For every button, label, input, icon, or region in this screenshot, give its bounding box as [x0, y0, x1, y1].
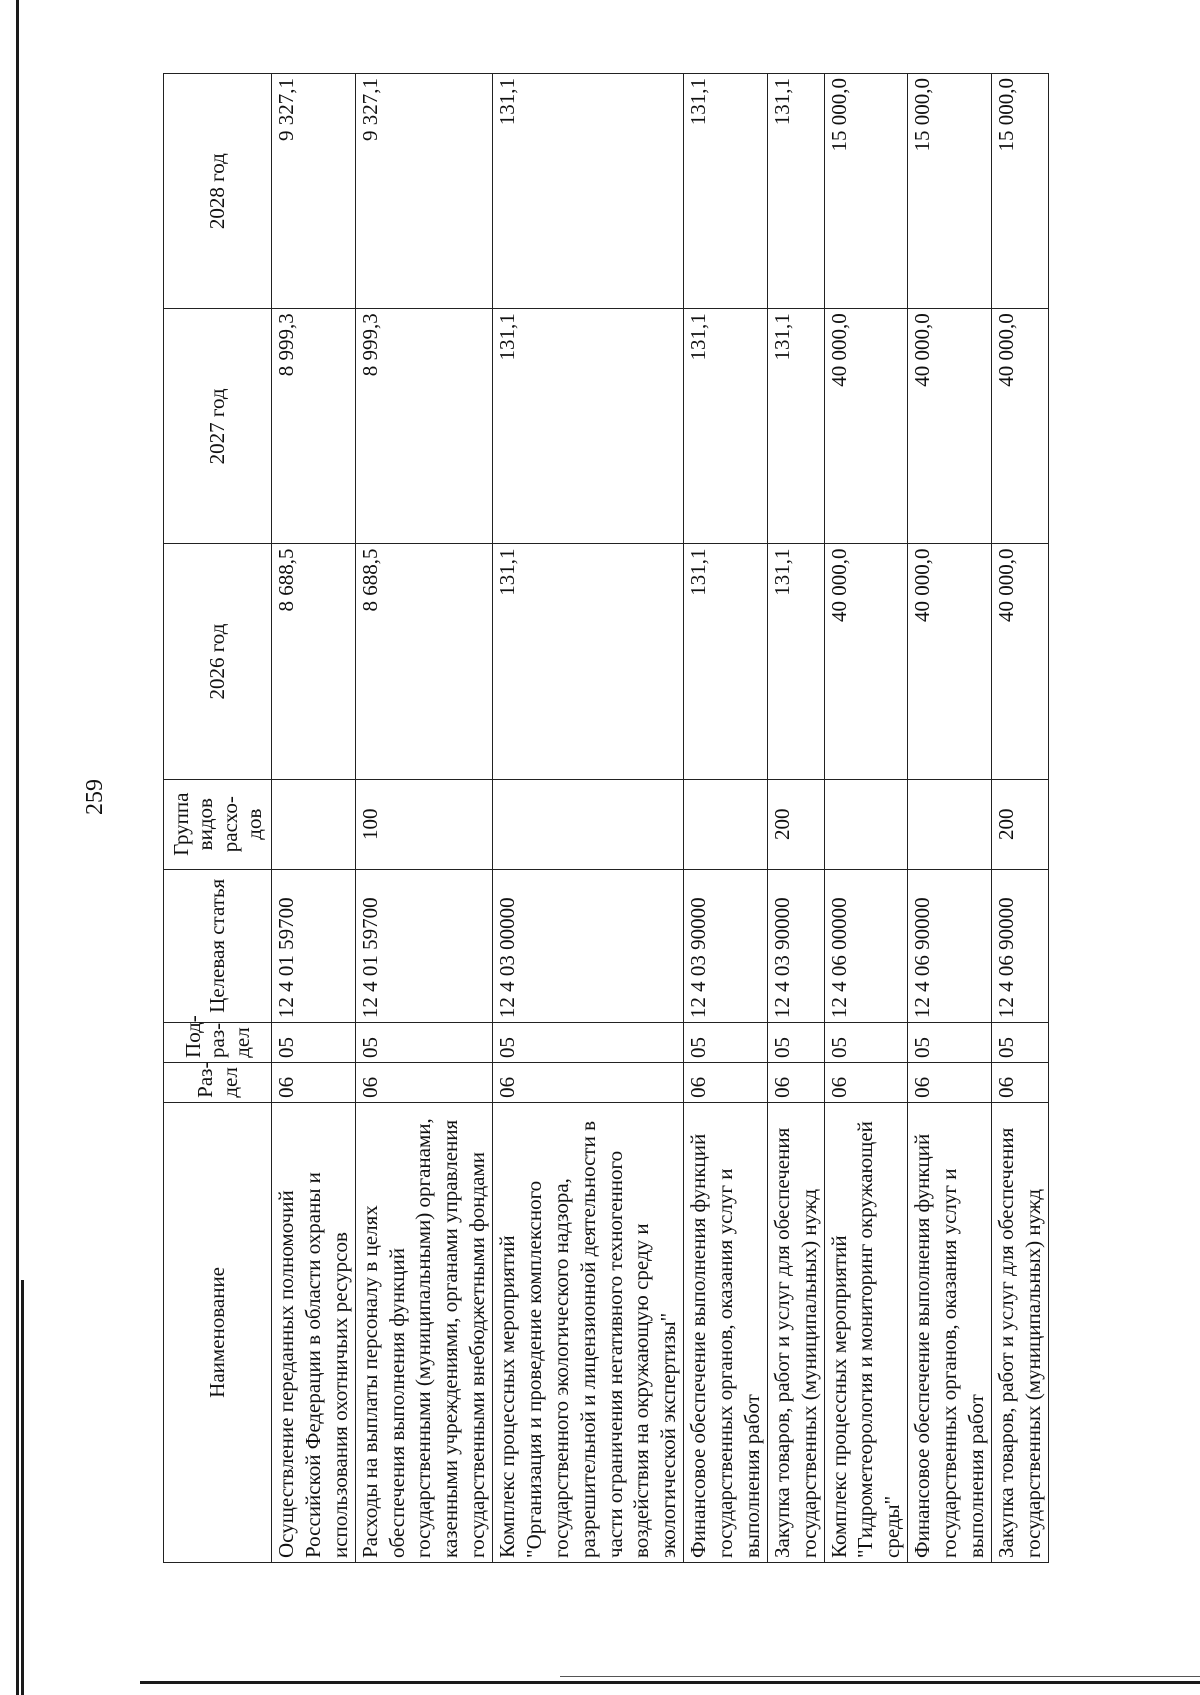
row-name: Финансовое обеспечение выполнения функций государственных органов, оказания услуг и выполнения работ — [684, 1102, 768, 1562]
page-edge-line — [140, 1681, 1200, 1684]
row-podrazdel: 05 — [684, 1023, 768, 1063]
row-razdel: 06 — [767, 1062, 824, 1102]
row-gruppa — [493, 779, 684, 869]
row-name: Осуществление переданных полномочий Российской Федерации в области охраны и использования охотничьих ресурсов — [272, 1102, 356, 1562]
row-podrazdel: 05 — [355, 1023, 492, 1063]
row-2026: 131,1 — [493, 544, 684, 779]
row-podrazdel: 05 — [991, 1023, 1048, 1063]
row-razdel: 06 — [908, 1062, 992, 1102]
page-edge-line — [560, 1676, 1200, 1677]
row-2027: 131,1 — [493, 309, 684, 544]
page-number: 259 — [82, 779, 108, 815]
row-gruppa — [684, 779, 768, 869]
row-2027: 131,1 — [684, 309, 768, 544]
header-gruppa-vidov-rashodov: Группа видов расхо-дов — [164, 779, 272, 869]
row-razdel: 06 — [824, 1062, 908, 1102]
header-celevaya-statya: Целевая статья — [164, 869, 272, 1022]
header-name: Наименование — [164, 1102, 272, 1562]
table-row — [684, 74, 768, 1563]
row-gruppa: 100 — [355, 779, 492, 869]
row-2026: 8 688,5 — [272, 544, 356, 779]
row-celevaya-statya: 12 4 03 90000 — [684, 869, 768, 1022]
header-2028: 2028 год — [164, 74, 272, 309]
row-celevaya-statya: 12 4 06 00000 — [824, 869, 908, 1022]
row-2027: 40 000,0 — [991, 309, 1048, 544]
row-celevaya-statya: 12 4 03 00000 — [493, 869, 684, 1022]
row-2026: 40 000,0 — [908, 544, 992, 779]
row-2028: 131,1 — [684, 74, 768, 309]
row-2026: 40 000,0 — [824, 544, 908, 779]
row-podrazdel: 05 — [272, 1023, 356, 1063]
row-celevaya-statya: 12 4 03 90000 — [767, 869, 824, 1022]
row-2026: 40 000,0 — [991, 544, 1048, 779]
page-edge-line — [16, 0, 19, 1695]
row-gruppa: 200 — [767, 779, 824, 869]
row-celevaya-statya: 12 4 06 90000 — [908, 869, 992, 1022]
row-podrazdel: 05 — [824, 1023, 908, 1063]
row-2026: 131,1 — [684, 544, 768, 779]
row-gruppa — [272, 779, 356, 869]
row-2027: 131,1 — [767, 309, 824, 544]
row-2027: 40 000,0 — [824, 309, 908, 544]
rotated-table-container — [163, 73, 1053, 1563]
row-2028: 131,1 — [767, 74, 824, 309]
page-edge-line — [21, 1280, 24, 1695]
row-2028: 9 327,1 — [355, 74, 492, 309]
row-name: Финансовое обеспечение выполнения функций государственных органов, оказания услуг и выполнения работ — [908, 1102, 992, 1562]
row-razdel: 06 — [991, 1062, 1048, 1102]
header-podrazdel: Под-раз-дел — [164, 1023, 272, 1063]
row-gruppa: 200 — [991, 779, 1048, 869]
row-podrazdel: 05 — [908, 1023, 992, 1063]
row-celevaya-statya: 12 4 06 90000 — [991, 869, 1048, 1022]
header-2027: 2027 год — [164, 309, 272, 544]
row-name: Закупка товаров, работ и услуг для обеспечения государственных (муниципальных) нужд — [767, 1102, 824, 1562]
row-2027: 8 999,3 — [272, 309, 356, 544]
table-row — [991, 74, 1048, 1563]
table-row — [493, 74, 684, 1563]
row-2028: 15 000,0 — [824, 74, 908, 309]
row-podrazdel: 05 — [767, 1023, 824, 1063]
row-name: Закупка товаров, работ и услуг для обеспечения государственных (муниципальных) нужд — [991, 1102, 1048, 1562]
table-header-row — [164, 74, 272, 1563]
table-row — [355, 74, 492, 1563]
budget-table — [163, 73, 1049, 1563]
row-2027: 8 999,3 — [355, 309, 492, 544]
row-name: Комплекс процессных мероприятий "Организация и проведение комплексного государственного экологического надзора, разрешительной и лицензионной деятельности в части ограничения негативного техногенного воздействия на окружающую среду и экологической экспертизы" — [493, 1102, 684, 1562]
table-row — [767, 74, 824, 1563]
row-razdel: 06 — [493, 1062, 684, 1102]
row-name: Расходы на выплаты персоналу в целях обеспечения выполнения функций государственными (муниципальными) органами, казенными учреждениями, органами управления государственными внебюджетными фондами — [355, 1102, 492, 1562]
row-2026: 131,1 — [767, 544, 824, 779]
row-gruppa — [908, 779, 992, 869]
row-razdel: 06 — [272, 1062, 356, 1102]
row-name: Комплекс процессных мероприятий "Гидрометеорология и мониторинг окружающей среды" — [824, 1102, 908, 1562]
row-gruppa — [824, 779, 908, 869]
row-podrazdel: 05 — [493, 1023, 684, 1063]
header-2026: 2026 год — [164, 544, 272, 779]
table-row — [272, 74, 356, 1563]
row-celevaya-statya: 12 4 01 59700 — [355, 869, 492, 1022]
row-2028: 15 000,0 — [908, 74, 992, 309]
row-2028: 9 327,1 — [272, 74, 356, 309]
row-2027: 40 000,0 — [908, 309, 992, 544]
header-razdel: Раз-дел — [164, 1062, 272, 1102]
table-row — [908, 74, 992, 1563]
row-2026: 8 688,5 — [355, 544, 492, 779]
row-razdel: 06 — [355, 1062, 492, 1102]
row-2028: 15 000,0 — [991, 74, 1048, 309]
row-celevaya-statya: 12 4 01 59700 — [272, 869, 356, 1022]
row-2028: 131,1 — [493, 74, 684, 309]
table-row — [824, 74, 908, 1563]
row-razdel: 06 — [684, 1062, 768, 1102]
